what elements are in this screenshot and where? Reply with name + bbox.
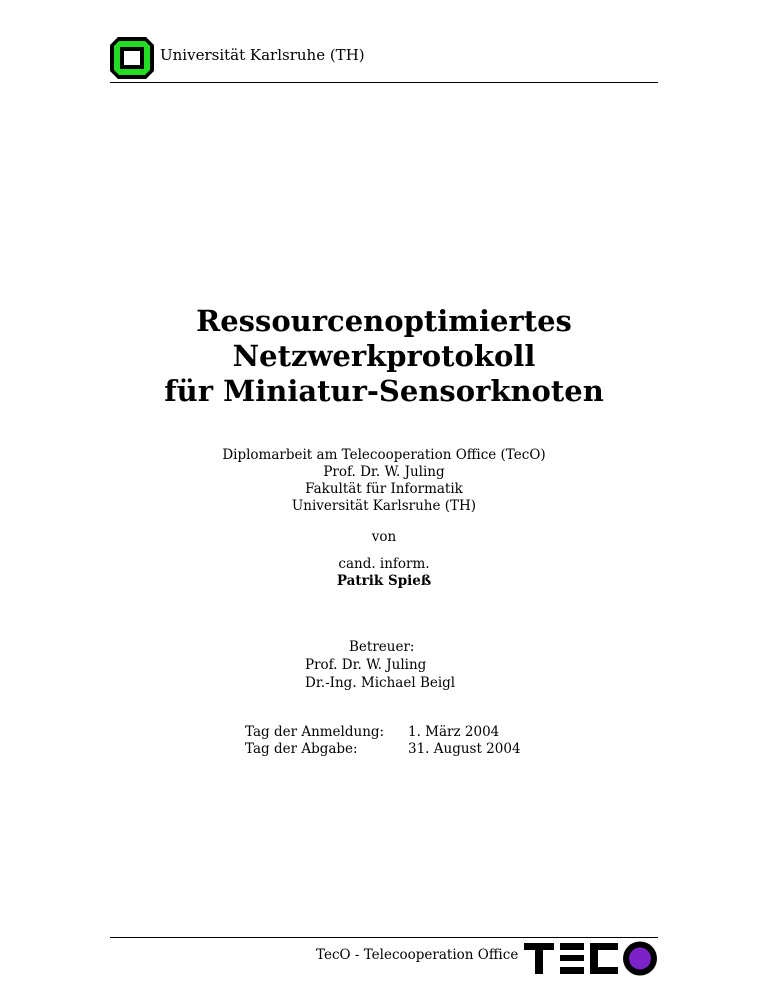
title-line-1: Ressourcenoptimiertes <box>196 304 572 338</box>
university-karlsruhe-logo-icon <box>110 37 154 79</box>
submission-date-value: 31. August 2004 <box>408 741 521 757</box>
thesis-info-line-3: Fakultät für Informatik <box>305 481 463 497</box>
supervisor-name-1: Prof. Dr. W. Juling <box>305 657 427 673</box>
thesis-info-line-1: Diplomarbeit am Telecooperation Office (TecO) <box>222 447 546 463</box>
supervisors-label: Betreuer: <box>349 639 415 655</box>
thesis-info-line-2: Prof. Dr. W. Juling <box>323 464 445 480</box>
author-von: von <box>371 529 397 545</box>
header-institution: Universität Karlsruhe (TH) <box>160 46 365 64</box>
title-line-3: für Miniatur-Sensorknoten <box>164 374 604 408</box>
author-degree: cand. inform. <box>338 556 430 572</box>
submission-date-label: Tag der Abgabe: <box>245 741 358 757</box>
teco-logo-icon <box>524 941 658 976</box>
header-divider <box>110 82 658 83</box>
thesis-title <box>100 304 668 409</box>
thesis-info <box>100 447 668 515</box>
teco-letter-t-stem <box>535 943 543 974</box>
teco-letter-e-bottom <box>560 967 584 974</box>
teco-letter-e-top <box>560 943 584 950</box>
footer-divider <box>110 937 658 938</box>
teco-letter-e-mid <box>560 955 584 961</box>
registration-date-value: 1. März 2004 <box>408 724 500 740</box>
teco-letter-c-bottom <box>590 967 618 974</box>
logo-inner <box>124 51 140 65</box>
author-name: Patrik Spieß <box>336 573 432 589</box>
author-block <box>100 556 668 590</box>
teco-dot <box>629 948 651 970</box>
supervisor-name-2: Dr.-Ing. Michael Beigl <box>305 675 456 691</box>
title-line-2: Netzwerkprotokoll <box>232 339 536 373</box>
thesis-info-line-4: Universität Karlsruhe (TH) <box>291 498 477 514</box>
registration-date-label: Tag der Anmeldung: <box>245 724 385 740</box>
footer-text: TecO - Telecooperation Office <box>316 947 519 963</box>
